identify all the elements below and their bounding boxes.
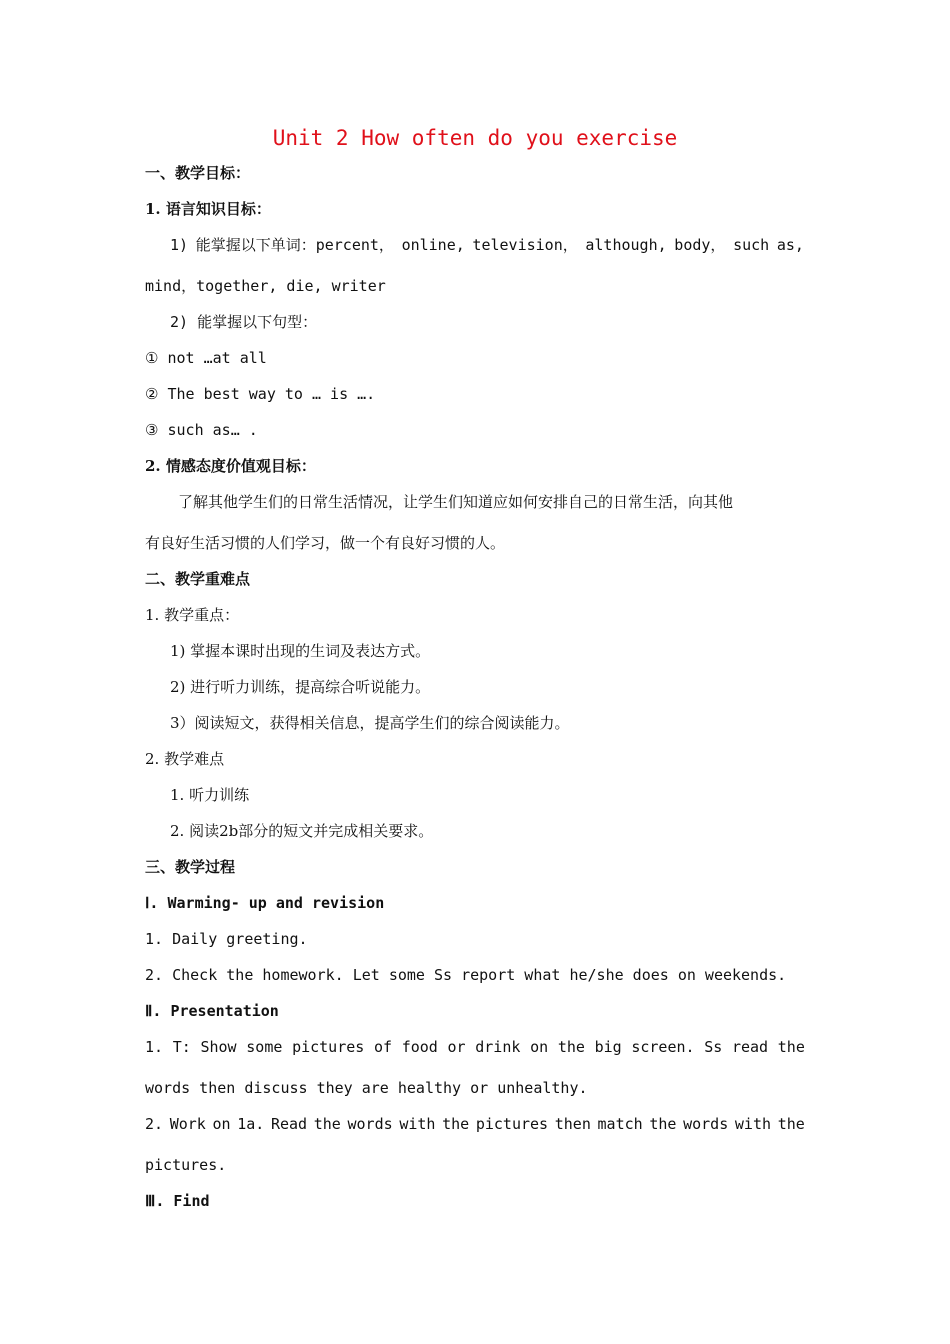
word: the: [777, 1038, 805, 1056]
presentation-item-1-line-2: words then discuss they are healthy or unhealthy.: [145, 1079, 588, 1097]
vocab-word: 能掌握以下单词：percent，: [195, 236, 394, 254]
step-heading-presentation: Ⅱ. Presentation: [145, 1002, 279, 1020]
word: the: [442, 1115, 470, 1133]
subheading-language-goals: 1. 语言知识目标：: [145, 200, 271, 218]
key-point-1: 1) 掌握本课时出现的生词及表达方式。: [170, 642, 431, 660]
word: Show: [200, 1038, 237, 1056]
word: 2.: [145, 1115, 164, 1133]
vocab-word: 1): [170, 236, 189, 254]
word: pictures: [475, 1115, 549, 1133]
word: words: [683, 1115, 729, 1133]
emotion-para-line-2: 有良好生活习惯的人们学习，做一个有良好习惯的人。: [145, 534, 506, 552]
word: pictures: [292, 1038, 365, 1056]
word: on: [530, 1038, 549, 1056]
step-heading-warmup: Ⅰ. Warming- up and revision: [145, 894, 385, 912]
word: drink: [475, 1038, 521, 1056]
word: 1.: [145, 1038, 164, 1056]
presentation-item-2-line-2: pictures.: [145, 1156, 227, 1174]
difficult-point-1: 1. 听力训练: [170, 786, 250, 804]
key-point-2: 2) 进行听力训练，提高综合听说能力。: [170, 678, 431, 696]
word: the: [557, 1038, 585, 1056]
sentence-pattern-2: ② The best way to … is ….: [145, 385, 376, 403]
word: with: [399, 1115, 436, 1133]
vocab-word: online,: [401, 236, 465, 254]
section-heading-objectives: 一、教学目标：: [145, 164, 251, 182]
subheading-emotion-goals: 2. 情感态度价值观目标：: [145, 457, 316, 475]
word: Read: [270, 1115, 308, 1133]
warmup-item-1: 1. Daily greeting.: [145, 930, 308, 948]
word: the: [649, 1115, 677, 1133]
word: 1a.: [237, 1115, 265, 1133]
word: Work: [169, 1115, 206, 1133]
word: some: [246, 1038, 283, 1056]
word: match: [597, 1115, 643, 1133]
section-heading-key-points: 二、教学重难点: [145, 570, 251, 588]
word: the: [313, 1115, 341, 1133]
word: then: [554, 1115, 591, 1133]
word: or: [447, 1038, 466, 1056]
word: big: [594, 1038, 622, 1056]
sentence-pattern-1: ① not …at all: [145, 349, 267, 367]
vocab-word: body，: [674, 236, 726, 254]
word: of: [373, 1038, 393, 1056]
sentence-pattern-3: ③ such as… .: [145, 421, 258, 439]
presentation-item-1-line-1: [145, 1037, 805, 1057]
step-heading-find: Ⅲ. Find: [145, 1192, 210, 1210]
key-point-3: 3）阅读短文，获得相关信息，提高学生们的综合阅读能力。: [170, 714, 570, 732]
presentation-item-2-line-1: [145, 1114, 805, 1134]
word: screen.: [631, 1038, 695, 1056]
vocab-word: although,: [585, 236, 667, 254]
key-points-label: 1. 教学重点：: [145, 606, 240, 624]
word: with: [734, 1115, 772, 1133]
word: T:: [172, 1038, 191, 1056]
vocab-line-2: mind，together, die, writer: [145, 277, 386, 295]
word: read: [731, 1038, 769, 1056]
section-heading-process: 三、教学过程: [145, 858, 236, 876]
vocab-word: as,: [776, 236, 804, 254]
difficult-point-2: 2. 阅读2b部分的短文并完成相关要求。: [170, 822, 434, 840]
emotion-para-line-1: 了解其他学生们的日常生活情况，让学生们知道应如何安排自己的日常生活，向其他: [178, 493, 734, 511]
sentence-intro: 2) 能掌握以下句型：: [170, 313, 318, 331]
vocab-line-1: [170, 235, 804, 255]
word: the: [777, 1115, 805, 1133]
word: on: [212, 1115, 231, 1133]
vocab-word: television，: [472, 236, 578, 254]
vocab-word: such: [733, 236, 770, 254]
warmup-item-2: 2. Check the homework. Let some Ss report what he/she does on weekends.: [145, 966, 787, 984]
word: food: [401, 1038, 438, 1056]
word: words: [347, 1115, 393, 1133]
page-title: Unit 2 How often do you exercise: [272, 126, 678, 150]
word: Ss: [704, 1038, 723, 1056]
difficult-points-label: 2. 教学难点: [145, 750, 225, 768]
